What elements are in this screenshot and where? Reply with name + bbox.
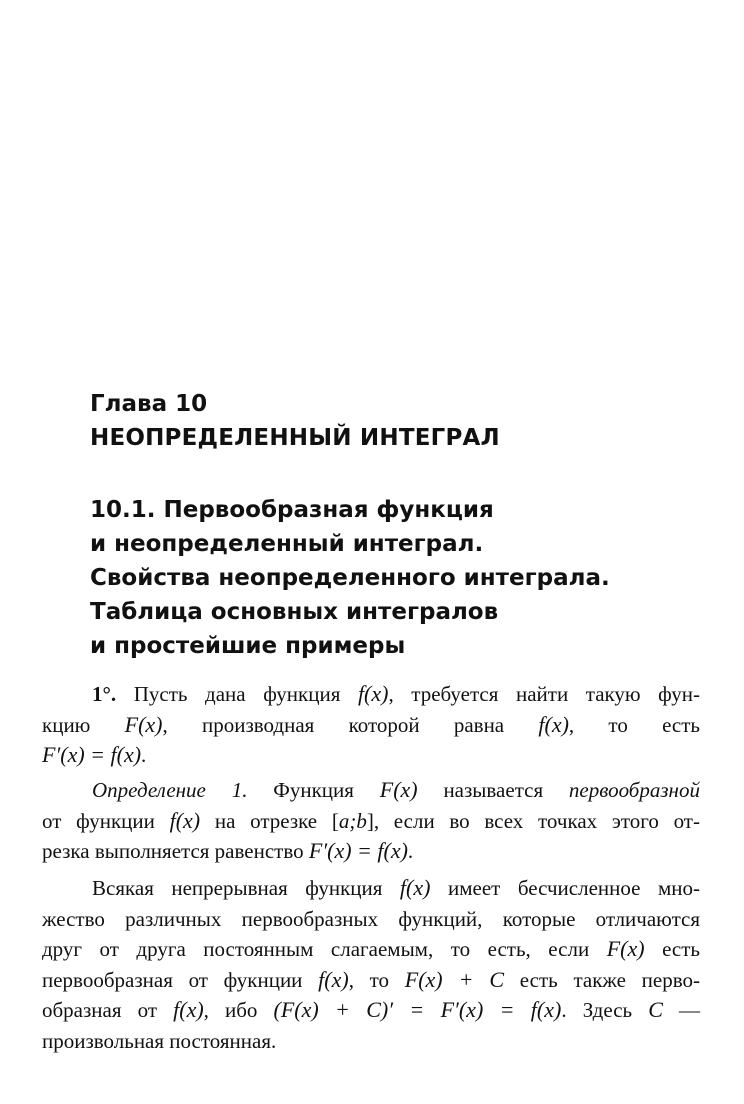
chapter-title: НЕОПРЕДЕЛЕННЫЙ ИНТЕГРАЛ: [90, 425, 500, 451]
formula-F-x: F(x): [124, 711, 163, 737]
text-fragment: . Здесь: [561, 998, 649, 1022]
formula-f-x: f(x): [399, 875, 431, 900]
formula-F-x-plus-C: F(x) + C: [404, 966, 505, 992]
section-heading-line: Таблица основных интегралов: [90, 599, 499, 625]
formula-F-x: F(x): [606, 936, 645, 961]
formula-derivative: F′(x) = f(x): [42, 742, 142, 767]
formula-F-x: F(x): [379, 777, 418, 802]
text-fragment: есть: [644, 937, 700, 961]
section-heading-line: и простейшие примеры: [90, 633, 406, 659]
text-line: [42, 995, 700, 1026]
section-heading: [90, 493, 610, 663]
text-fragment: , то есть: [568, 712, 700, 737]
constant-C: C: [648, 997, 663, 1022]
section-heading-line: Свойства неопределенного интеграла.: [90, 565, 610, 591]
text-fragment: называется: [417, 778, 569, 802]
defined-term: первообразной: [568, 778, 700, 802]
formula-f-x: f(x): [173, 997, 204, 1022]
text-fragment: первообразная от фукнции: [42, 967, 319, 992]
text-fragment: , то: [348, 967, 405, 992]
text-fragment: резка выполняется равенство: [42, 839, 309, 863]
item-marker: 1°.: [92, 682, 117, 706]
paragraph-antiderivatives: [42, 873, 700, 1056]
paragraph-definition: [42, 775, 700, 867]
text-fragment: на отрезке [: [200, 808, 339, 833]
text-fragment: Пусть дана функция: [116, 682, 358, 706]
formula-derivative-sum: (F(x) + C)′ = F′(x) = f(x): [273, 997, 562, 1022]
text-fragment: , производная которой равна: [162, 712, 539, 737]
text-fragment: —: [662, 998, 701, 1022]
segment-a-b: a;b: [338, 808, 367, 833]
text-line: жество различных первообразных функций, которые отличаются: [42, 906, 700, 931]
text-fragment: , требуется найти такую фун-: [388, 682, 700, 706]
text-line: [42, 775, 700, 806]
text-line: [42, 873, 700, 904]
text-line: [42, 965, 700, 996]
text-fragment: Всякая непрерывная функция: [92, 876, 400, 900]
formula-f-x: f(x): [357, 681, 389, 706]
text-fragment: имеет бесчисленное мно-: [430, 876, 700, 900]
text-fragment: .: [407, 839, 414, 863]
text-fragment: кцию: [42, 712, 125, 737]
formula-f-x: f(x): [169, 807, 201, 833]
text-line: произвольная постоянная.: [42, 1028, 277, 1053]
text-fragment: .: [141, 743, 147, 767]
definition-label: Определение 1.: [92, 778, 248, 802]
text-line: [42, 806, 700, 837]
paragraph-intro: [42, 679, 700, 771]
text-line: [42, 934, 700, 965]
text-line: [42, 710, 700, 741]
text-fragment: образная от: [42, 998, 174, 1022]
text-line: [42, 836, 700, 867]
formula-f-x: f(x): [318, 966, 349, 992]
formula-derivative: F′(x) = f(x): [308, 838, 408, 863]
text-fragment: , ибо: [203, 998, 274, 1022]
text-line: [42, 740, 700, 771]
chapter-label: Глава 10: [90, 391, 208, 417]
text-fragment: от функции: [42, 808, 170, 833]
text-fragment: Функция: [247, 778, 380, 802]
section-heading-line: 10.1. Первообразная функция: [90, 497, 494, 523]
text-fragment: ], если во всех точках этого от-: [366, 808, 700, 833]
formula-f-x: f(x): [538, 711, 569, 737]
text-line: [42, 679, 700, 710]
section-heading-line: и неопределенный интеграл.: [90, 531, 484, 557]
text-fragment: есть также перво-: [504, 967, 700, 992]
text-fragment: друг от друга постоянным слагаемым, то есть, если: [42, 937, 607, 961]
